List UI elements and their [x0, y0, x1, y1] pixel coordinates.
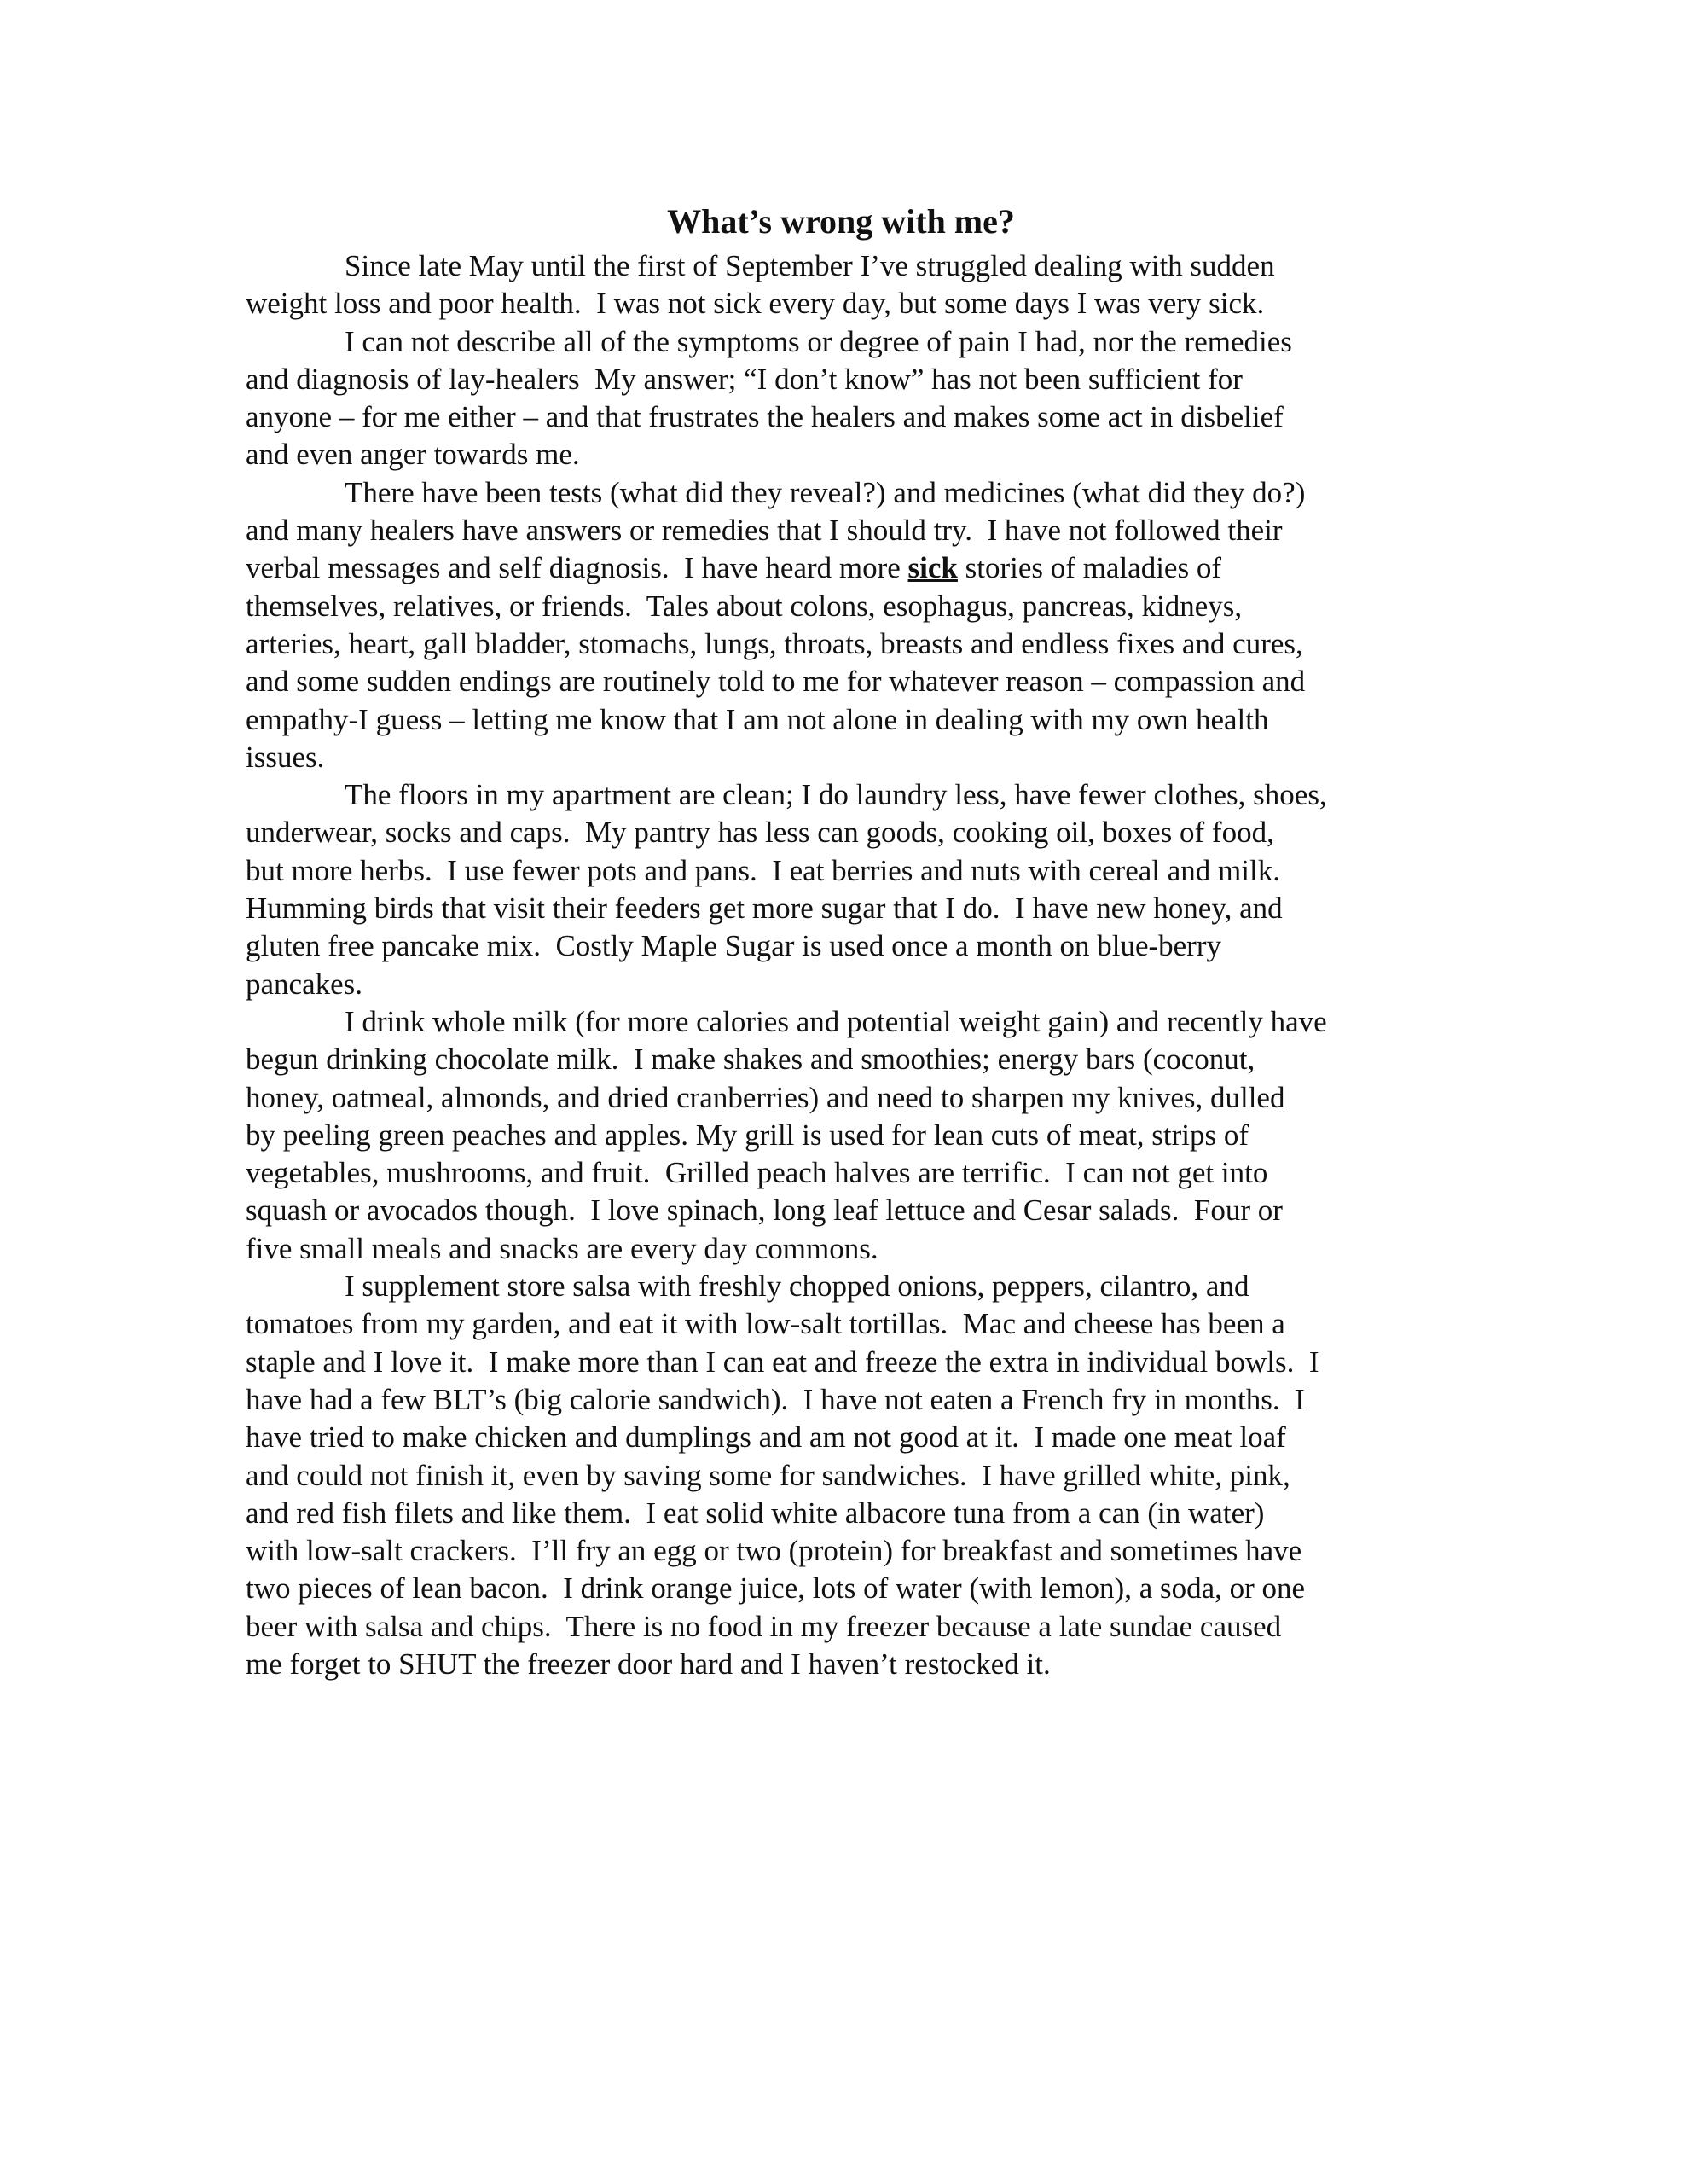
paragraph-line: two pieces of lean bacon. I drink orange juice, lots of water (with lemon), a soda, or one	[246, 1571, 1306, 1606]
paragraph-line: pancakes.	[246, 967, 363, 1001]
paragraph-line: but more herbs. I use fewer pots and pans. I eat berries and nuts with cereal and milk.	[246, 853, 1280, 887]
paragraph-line: and red fish filets and like them. I eat solid white albacore tuna from a can (in water)	[246, 1496, 1265, 1530]
document-title: What’s wrong with me?	[667, 202, 1015, 241]
paragraph-line: vegetables, mushrooms, and fruit. Grilled peach halves are terrific. I can not get into	[246, 1156, 1268, 1190]
paragraph-line: The floors in my apartment are clean; I do laundry less, have fewer clothes, shoes,	[345, 778, 1327, 812]
line-text: stories of maladies of	[957, 551, 1221, 585]
paragraph-line-with-emphasis	[246, 549, 1436, 587]
paragraph-4	[246, 776, 1436, 1003]
paragraph-line: and even anger towards me.	[246, 438, 580, 472]
paragraph-line: arteries, heart, gall bladder, stomachs, lungs, throats, breasts and endless fixes and cures,	[246, 626, 1303, 660]
paragraph-line: empathy-I guess – letting me know that I am not alone in dealing with my own health	[246, 702, 1269, 736]
emphasized-word: sick	[907, 551, 958, 585]
document-text	[246, 247, 1436, 1683]
paragraph-6	[246, 1268, 1436, 1683]
paragraph-line: I drink whole milk (for more calories and potential weight gain) and recently have	[345, 1004, 1327, 1038]
paragraph-line: themselves, relatives, or friends. Tales about colons, esophagus, pancreas, kidneys,	[246, 589, 1243, 623]
paragraph-line: and could not finish it, even by saving some for sandwiches. I have grilled white, pink,	[246, 1458, 1290, 1492]
paragraph-line: anyone – for me either – and that frustrates the healers and makes some act in disbelief	[246, 400, 1284, 434]
paragraph-line: have had a few BLT’s (big calorie sandwich). I have not eaten a French fry in months. I	[246, 1382, 1305, 1416]
paragraph-line: staple and I love it. I make more than I can eat and freeze the extra in individual bowls. I	[246, 1345, 1319, 1379]
paragraph-2	[246, 323, 1436, 474]
paragraph-line: me forget to SHUT the freezer door hard and I haven’t restocked it.	[246, 1647, 1051, 1681]
paragraph-line: gluten free pancake mix. Costly Maple Sugar is used once a month on blue-berry	[246, 929, 1221, 963]
paragraph-line: with low-salt crackers. I’ll fry an egg or two (protein) for breakfast and sometimes have	[246, 1534, 1302, 1568]
paragraph-line: Humming birds that visit their feeders get more sugar that I do. I have new honey, and	[246, 892, 1283, 926]
paragraph-line: beer with salsa and chips. There is no food in my freezer because a late sundae caused	[246, 1609, 1282, 1643]
paragraph-line: I can not describe all of the symptoms or degree of pain I had, nor the remedies	[345, 324, 1292, 358]
paragraph-line: Since late May until the first of September I’ve struggled dealing with sudden	[345, 249, 1275, 282]
paragraph-line: honey, oatmeal, almonds, and dried cranberries) and need to sharpen my knives, dulled	[246, 1080, 1285, 1114]
paragraph-line: and many healers have answers or remedies that I should try. I have not followed their	[246, 514, 1283, 548]
paragraph-line: tomatoes from my garden, and eat it with low-salt tortillas. Mac and cheese has been a	[246, 1307, 1285, 1341]
paragraph-3	[246, 474, 1436, 776]
paragraph-line: underwear, socks and caps. My pantry has less can goods, cooking oil, boxes of food,	[246, 816, 1274, 850]
paragraph-line: have tried to make chicken and dumplings and am not good at it. I made one meat loaf	[246, 1420, 1286, 1455]
paragraph-1	[246, 247, 1436, 323]
paragraph-5	[246, 1003, 1436, 1268]
paragraph-line: and some sudden endings are routinely told to me for whatever reason – compassion and	[246, 665, 1306, 699]
paragraph-line: begun drinking chocolate milk. I make shakes and smoothies; energy bars (coconut,	[246, 1043, 1255, 1077]
paragraph-line: and diagnosis of lay-healers My answer; “I don’t know” has not been sufficient for	[246, 362, 1243, 396]
paragraph-line: issues.	[246, 740, 325, 774]
line-text: verbal messages and self diagnosis. I have heard more	[246, 551, 908, 585]
paragraph-line: weight loss and poor health. I was not sick every day, but some days I was very sick.	[246, 287, 1265, 321]
paragraph-line: squash or avocados though. I love spinach, long leaf lettuce and Cesar salads. Four or	[246, 1194, 1283, 1228]
paragraph-line: five small meals and snacks are every day commons.	[246, 1231, 878, 1265]
paragraph-line: I supplement store salsa with freshly chopped onions, peppers, cilantro, and	[345, 1269, 1249, 1304]
paragraph-line: by peeling green peaches and apples. My grill is used for lean cuts of meat, strips of	[246, 1118, 1249, 1152]
paragraph-line: There have been tests (what did they reveal?) and medicines (what did they do?)	[345, 475, 1306, 509]
document-body	[246, 201, 1436, 1683]
